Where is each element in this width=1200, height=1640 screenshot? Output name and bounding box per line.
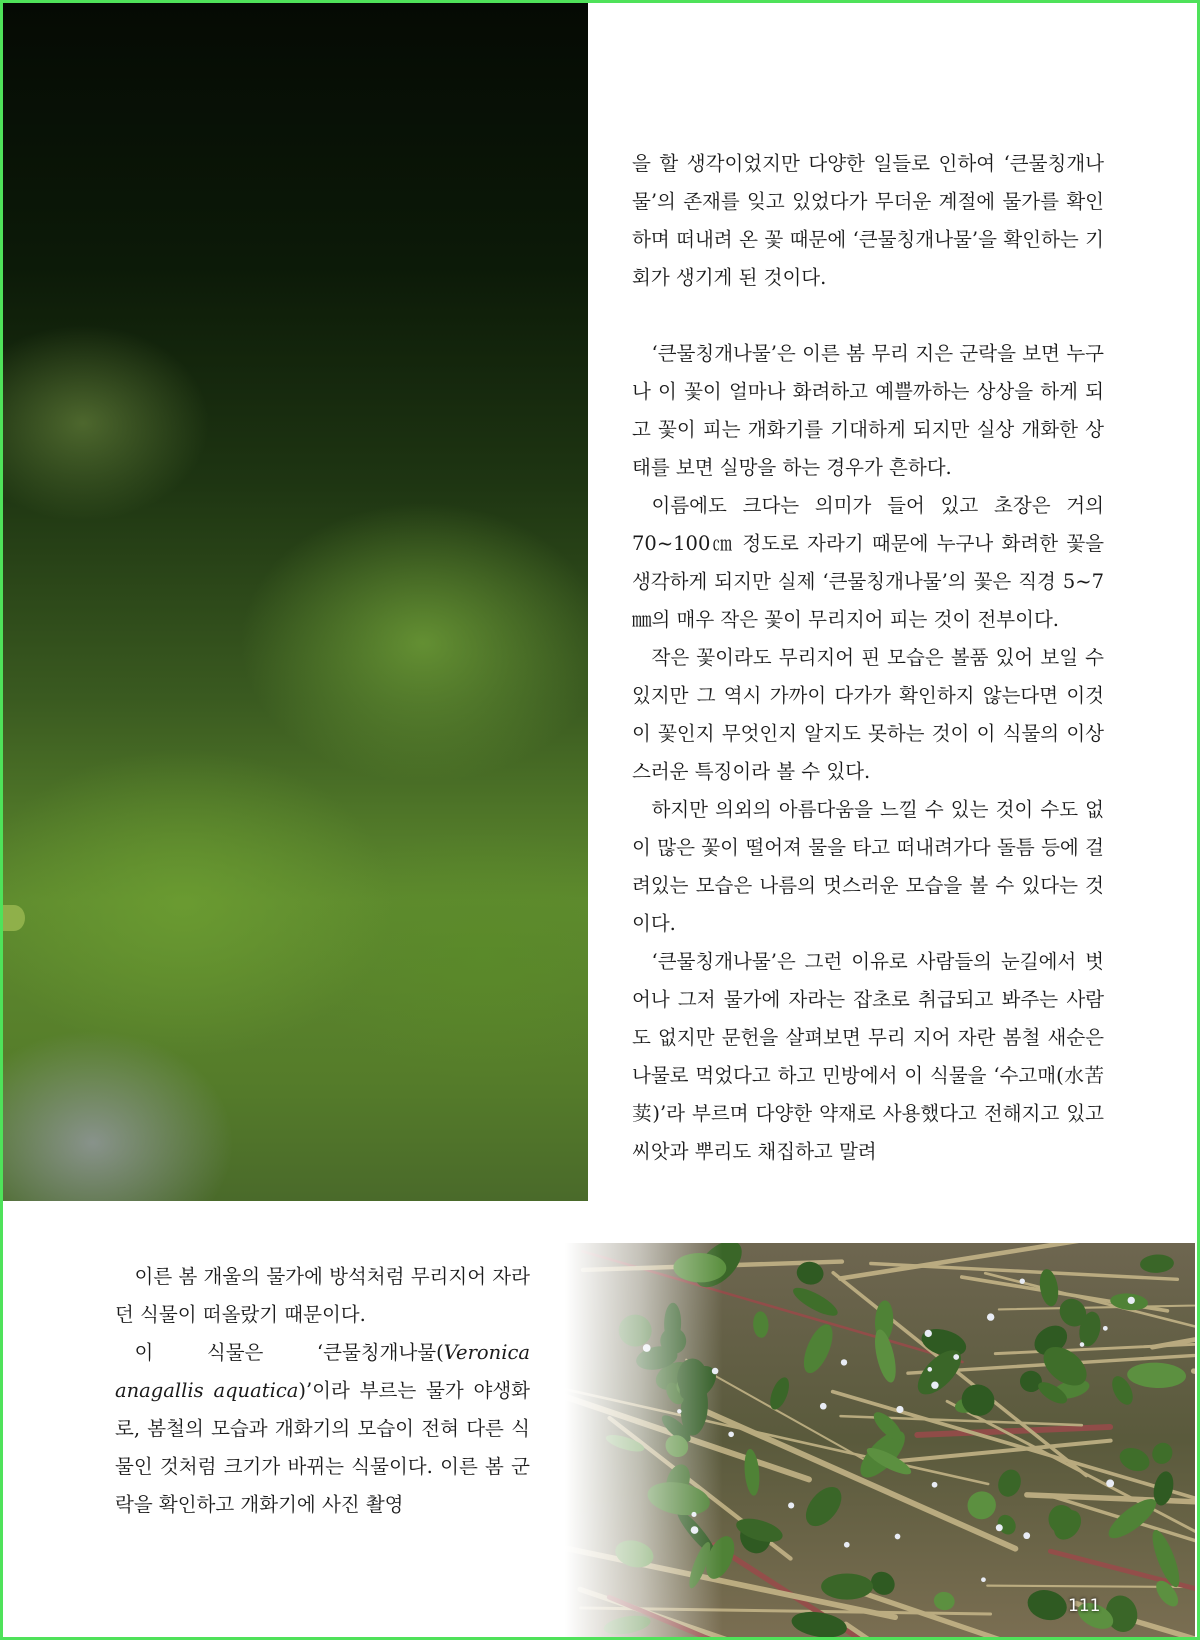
paragraph: 이른 봄 개울의 물가에 방석처럼 무리지어 자라던 식물이 떠올랐기 때문이다. — [115, 1265, 530, 1326]
paragraph-continued: 을 할 생각이었지만 다양한 일들로 인하여 ‘큰물칭개나물’의 존재를 잊고 있었다가 무더운 계절에 물가를 확인하며 떠내려 온 꽃 때문에 ‘큰물칭개나물’을 확인하는 기회가 생기게 된 것이다. — [632, 152, 1104, 289]
scientific-name: Veronica anagallis aquatica — [115, 1341, 530, 1402]
veronica-plant-photo — [565, 1243, 1195, 1637]
text-segment: )’이라 부르는 물가 야생화로, 봄철의 모습과 개화기의 모습이 전혀 다른 식물인 것처럼 크기가 바뀌는 식물이다. 이른 봄 군락을 확인하고 개화기에 사진 촬영 — [115, 1379, 530, 1516]
paragraph: ‘큰물칭개나물’은 이른 봄 무리 지은 군락을 보면 누구나 이 꽃이 얼마나 화려하고 예쁠까하는 상상을 하게 되고 꽃이 피는 개화기를 기대하게 되지만 실상 개화한 상태를 보면 실망을 하는 경우가 흔하다. — [632, 342, 1104, 479]
paragraph: 작은 꽃이라도 무리지어 핀 모습은 볼품 있어 보일 수 있지만 그 역시 가까이 다가가 확인하지 않는다면 이것이 꽃인지 무엇인지 알지도 못하는 것이 이 식물의 이상스러운 특징이라 볼 수 있다. — [632, 646, 1104, 783]
blurred-green-foliage-photo — [3, 3, 588, 1201]
paragraph: ‘큰물칭개나물’은 그런 이유로 사람들의 눈길에서 벗어나 그저 물가에 자라는 잡초로 취급되고 봐주는 사람도 없지만 문헌을 살펴보면 무리 지어 자란 봄철 새순은 나물로 먹었다고 하고 민방에서 이 식물을 ‘수고매(水苦荬)’라 부르며 다양한 약재로 사용했다고 전해지고 있고 씨앗과 뿌리도 채집하고 말려 — [632, 950, 1104, 1163]
paragraph: 하지만 의외의 아름다움을 느낄 수 있는 것이 수도 없이 많은 꽃이 떨어져 물을 타고 떠내려가다 돌틈 등에 걸려있는 모습은 나름의 멋스러운 모습을 볼 수 있다는 것이다. — [632, 798, 1104, 935]
page-number: 111 — [1068, 1596, 1101, 1616]
left-text-column — [115, 1258, 530, 1524]
paragraph-species-name — [115, 1334, 530, 1524]
right-text-column — [632, 145, 1104, 1171]
paragraph-spacer — [632, 297, 1104, 335]
text-segment: 이 식물은 ‘큰물칭개나물( — [134, 1341, 444, 1364]
leaf-tip-detail — [3, 905, 25, 931]
paragraph: 이름에도 크다는 의미가 들어 있고 초장은 거의 70~100㎝ 정도로 자라기 때문에 누구나 화려한 꽃을 생각하게 되지만 실제 ‘큰물칭개나물’의 꽃은 직경 5~7㎜의 매우 작은 꽃이 무리지어 피는 것이 전부이다. — [632, 494, 1104, 631]
plant-illustration — [565, 1243, 1195, 1637]
